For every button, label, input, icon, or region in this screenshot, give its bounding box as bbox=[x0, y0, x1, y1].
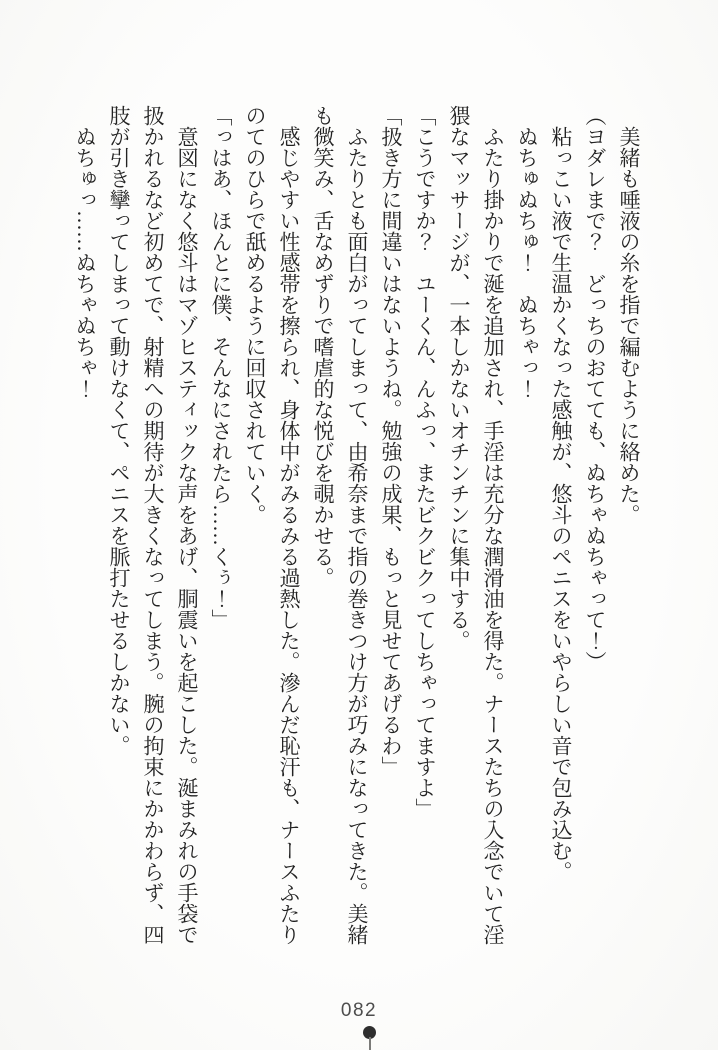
paragraph: ふたりとも面白がってしまって、由希奈まで指の巻きつけ方が巧みになってきた。美緒も微笑み、舌なめずりで嗜虐的な悦びを覗かせる。 bbox=[311, 105, 369, 945]
paragraph: 「こうですか？ ユーくん、んふっ、またビクビクってしちゃってますよ」 bbox=[413, 105, 437, 819]
pin-stem-line bbox=[369, 1037, 371, 1050]
paragraph: 感じやすい性感帯を擦られ、身体中がみるみる過熱した。滲んだ恥汗も、ナースふたりのてのひらで舐めるように回収されていく。 bbox=[243, 105, 301, 945]
paragraph: ふたり掛かりで涎を追加され、手淫は充分な潤滑油を得た。ナースたちの入念でいて淫猥なマッサージが、一本しかないオチンチンに集中する。 bbox=[447, 105, 505, 945]
paragraph: 意図になく悠斗はマゾヒスティックな声をあげ、胴震いを起こした。涎まみれの手袋で扱かれるなど初めてで、射精への期待が大きくなってしまう。腕の拘束にかかわらず、四肢が引き攣ってしまって動けなくて、ペニスを脈打たせるしかない。 bbox=[107, 105, 199, 945]
body-text-block bbox=[68, 105, 646, 945]
paragraph: 美緒も唾液の糸を指で編むように絡めた。 bbox=[617, 126, 641, 525]
paragraph: （ヨダレまで？ どっちのおてても、ぬちゃぬちゃって！） bbox=[583, 105, 607, 672]
paragraph: 粘っこい液で生温かくなった感触が、悠斗のペニスをいやらしい音で包み込む。 bbox=[549, 126, 573, 882]
paragraph: 「っはあ、ほんとに僕、そんなにされたら……くぅ！」 bbox=[209, 105, 233, 630]
page-bottom-pin-icon bbox=[363, 1026, 377, 1050]
paragraph: ぬちゅぬちゅ！ ぬちゃっ！ bbox=[515, 126, 539, 399]
page-number: 082 bbox=[340, 1000, 378, 1021]
paragraph: ぬちゅっ……ぬちゃぬちゃ！ bbox=[73, 126, 97, 399]
paragraph: 「扱き方に間違いはないようね。勉強の成果、もっと見せてあげるわ」 bbox=[379, 105, 403, 777]
